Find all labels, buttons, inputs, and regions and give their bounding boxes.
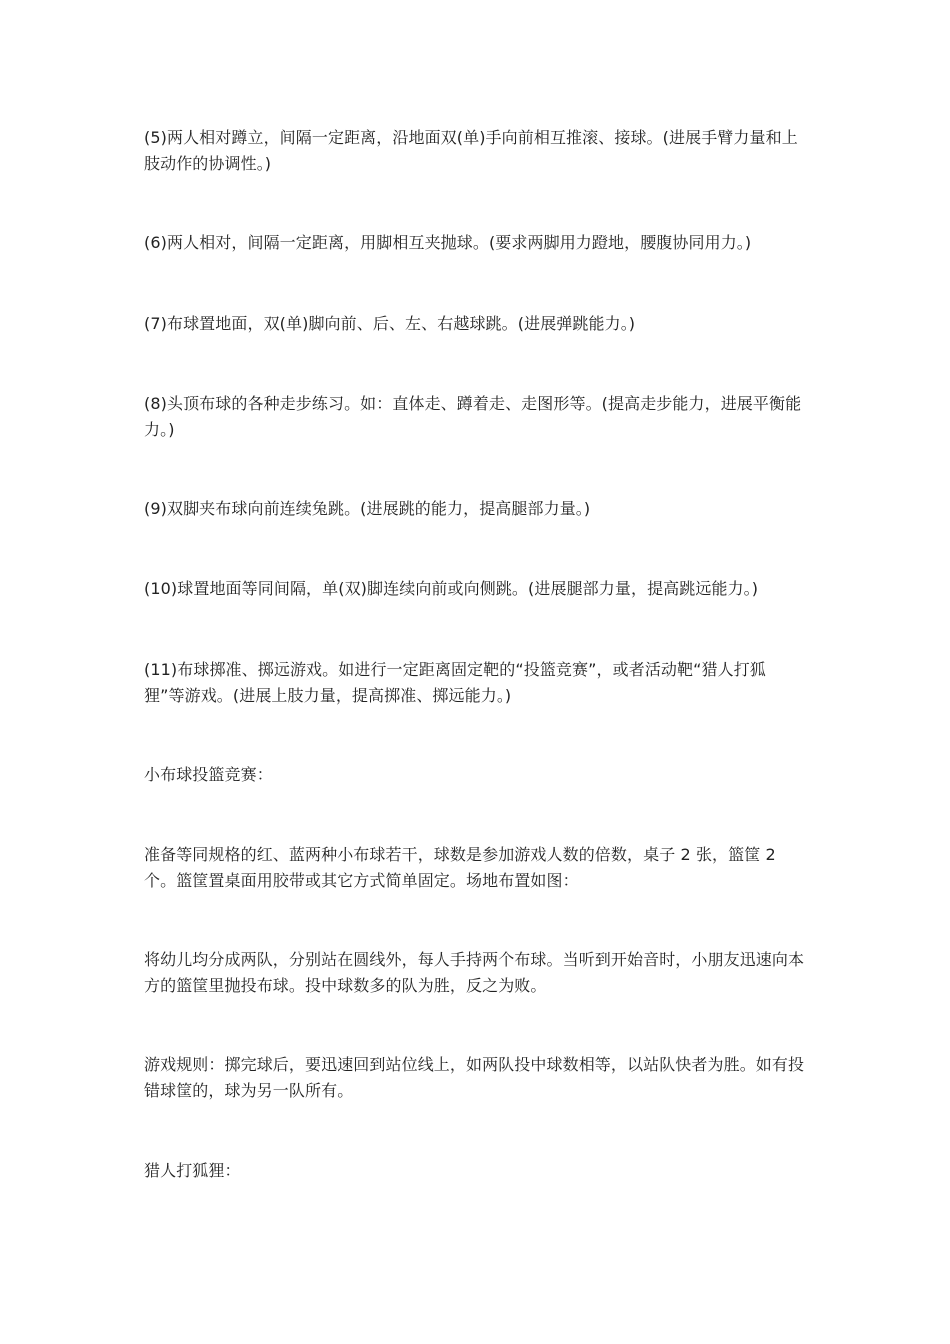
section-heading-hunter: 猎人打狐狸： [144,1161,241,1180]
section-heading-basketball: 小布球投篮竞赛： [144,765,273,784]
paragraph-item-10: (10)球置地面等同间隔，单(双)脚连续向前或向侧跳。(进展腿部力量，提高跳远能力。) [144,579,759,598]
paragraph-game-method: 将幼儿均分成两队，分别站在圆线外，每人手持两个布球。当听到开始音时，小朋友迅速向本方的篮筐里抛投布球。投中球数多的队为胜，反之为败。 [144,950,805,995]
paragraph-game-rules: 游戏规则：掷完球后，要迅速回到站位线上，如两队投中球数相等，以站队快者为胜。如有投错球筐的，球为另一队所有。 [144,1055,805,1100]
paragraph-item-11: (11)布球掷准、掷远游戏。如进行一定距离固定靶的“投篮竞赛”，或者活动靶“猎人打狐狸”等游戏。(进展上肢力量，提高掷准、掷远能力。) [144,660,766,705]
paragraph-item-5: (5)两人相对蹲立，间隔一定距离，沿地面双(单)手向前相互推滚、接球。(进展手臂力量和上肢动作的协调性。) [144,128,798,173]
paragraph-preparation: 准备等同规格的红、蓝两种小布球若干，球数是参加游戏人数的倍数，桌子 2 张，篮筐 2 个。篮筐置桌面用胶带或其它方式简单固定。场地布置如图： [144,845,776,890]
paragraph-item-9: (9)双脚夹布球向前连续兔跳。(进展跳的能力，提高腿部力量。) [144,499,591,518]
paragraph-item-8: (8)头顶布球的各种走步练习。如：直体走、蹲着走、走图形等。(提高走步能力，进展平衡能力。) [144,394,802,439]
paragraph-item-7: (7)布球置地面，双(单)脚向前、后、左、右越球跳。(进展弹跳能力。) [144,314,636,333]
paragraph-item-6: (6)两人相对，间隔一定距离，用脚相互夹抛球。(要求两脚用力蹬地，腰腹协同用力。) [144,233,752,252]
